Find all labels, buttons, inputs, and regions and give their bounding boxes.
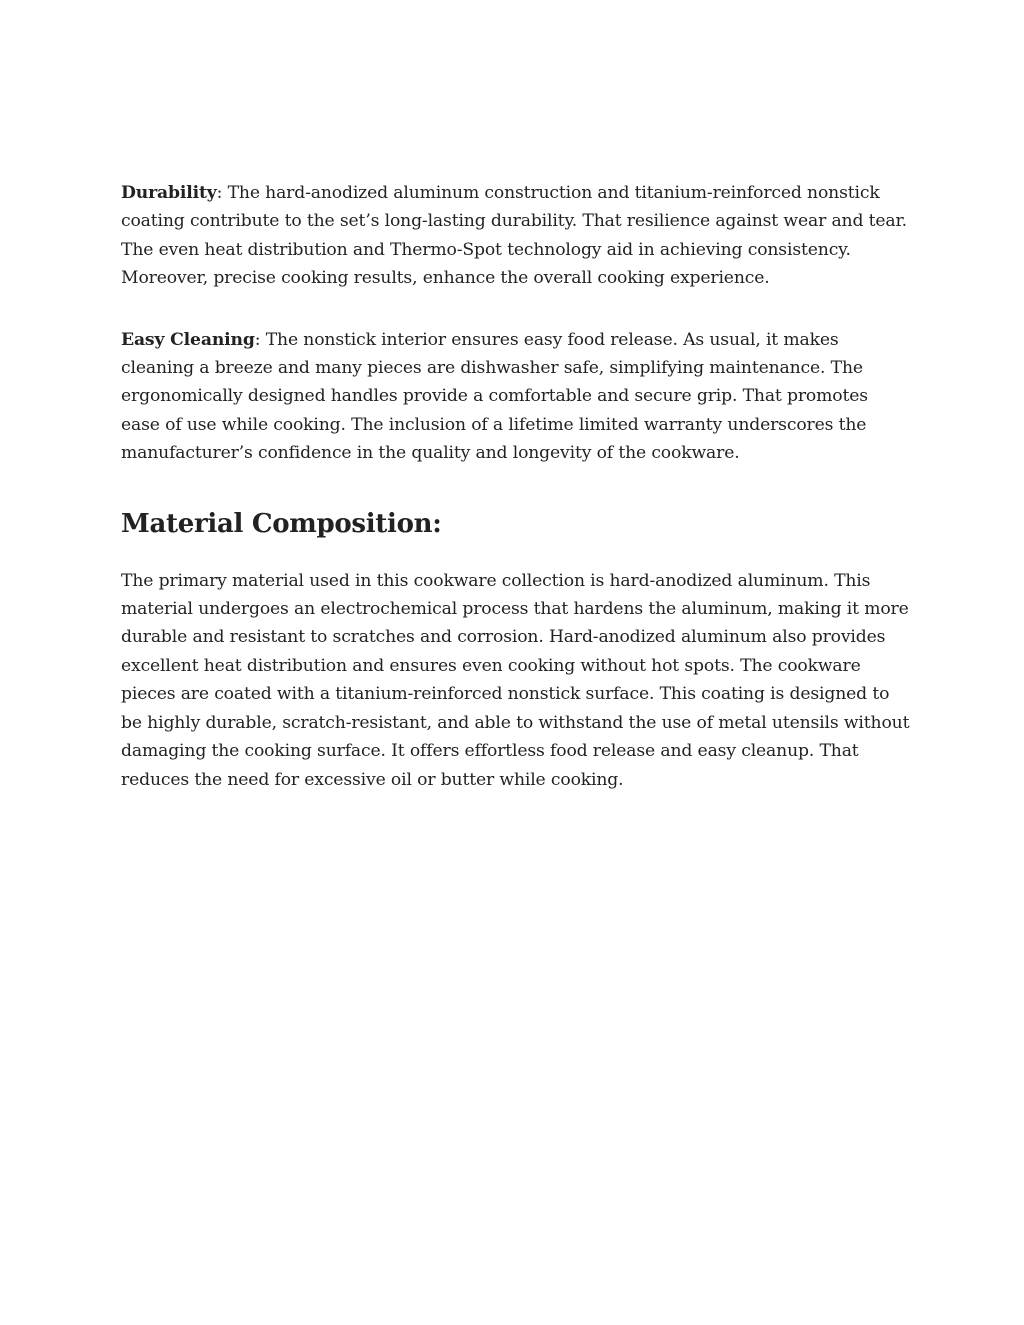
- durability-paragraph: [121, 179, 911, 293]
- durability-text: The hard-anodized aluminum construction and titanium-reinforced nonstick coating contribute to the set’s long-lasting durability. That resilience against wear and tear. The even heat distribution and Thermo-Spot technology aid in achieving consistency. Moreover, precise cooking results, enhance the overall cooking experience.: [121, 183, 907, 289]
- easy-cleaning-term: Easy Cleaning: [121, 329, 255, 350]
- easy-cleaning-paragraph: [121, 326, 911, 468]
- material-composition-heading: Material Composition:: [121, 508, 442, 539]
- durability-term: Durability: [121, 183, 217, 203]
- material-composition-body: The primary material used in this cookware collection is hard-anodized aluminum. This material undergoes an electrochemical process that hardens the aluminum, making it more durable and resistant to scratches and corrosion. Hard-anodized aluminum also provides excellent heat distribution and ensures even cooking without hot spots. The cookware pieces are coated with a titanium-reinforced nonstick surface. This coating is designed to be highly durable, scratch-resistant, and able to withstand the use of metal utensils without damaging the cooking surface. It offers effortless food release and easy cleanup. That reduces the need for excessive oil or butter while cooking.: [121, 570, 910, 790]
- easy-cleaning-text: The nonstick interior ensures easy food release. As usual, it makes cleaning a breeze and many pieces are dishwasher safe, simplifying maintenance. The ergonomically designed handles provide a comfortable and secure grip. That promotes ease of use while cooking. The inclusion of a lifetime limited warranty underscores the manufacturer’s confidence in the quality and longevity of the cookware.: [121, 329, 868, 464]
- easy-cleaning-separator: :: [254, 329, 261, 350]
- document-page: [121, 179, 911, 794]
- durability-separator: :: [216, 183, 223, 203]
